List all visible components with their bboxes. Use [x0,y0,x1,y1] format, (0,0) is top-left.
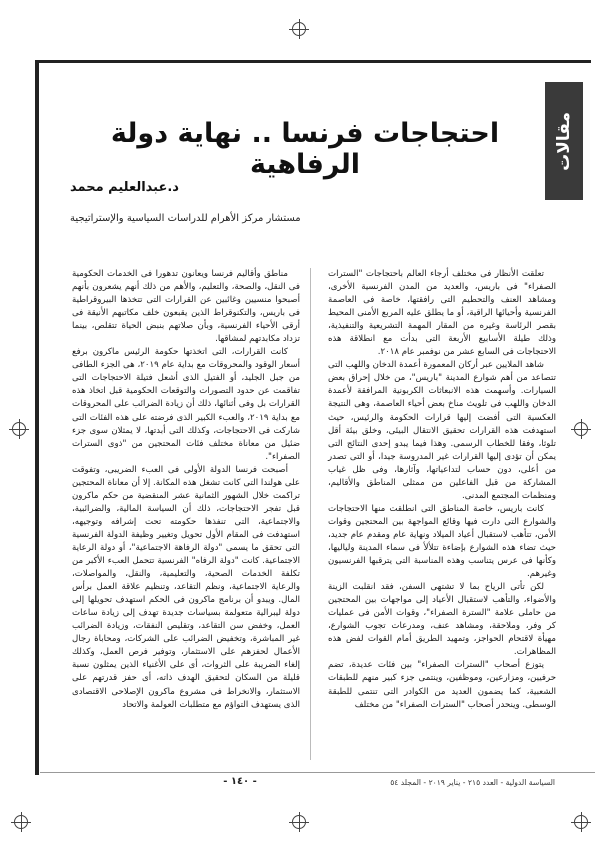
paragraph: أصبحت فرنسا الدولة الأولى فى العبء الضريبى، وتفوقت على هولندا التى كانت تشغل هذه المكانة. إلا أن معاناة المحتجين تراكمت خلال الشهور الثمانية عشر المنقضية من حكم ماكرون قبل تفجر الاحتجاجات، ذلك أن السياسة المالية، والضرائبية، والاجتماعية، التى تنفذها حكومته تحت إشرافه وتوجيهه، استهدفت فى المقام الأول تحويل وتغيير وظيفة الدولة الفرنسية التى تحقق ما يسمى "دولة الرفاهة الاجتماعية"، أو دولة الرعاية الاجتماعية. كانت "دولة الرفاه" الفرنسية تتحمل العبء الأكبر من تكلفة الخدمات الصحية، والتعليمية، والنقل، والمواصلات، والرعاية الاجتماعية، ونظم التقاعد، وتنظيم علاقة العمل برأس المال. ويبدو أن برنامج ماكرون فى الحكم استهدف تحويلها إلى دولة ليبرالية متعولمة بسياسات جديدة تهدف إلى زيادة ساعات العمل، وخفض سن التقاعد، وتقليص النفقات، وزيادة الضرائب غير المباشرة، وتخفيض الضرائب على الشركات، ومحاباة رجال الأعمال لحفزهم على الاستثمار، وتوفير فرص العمل، وكذلك إلغاء الضريبة على الثروات، أى على الأغنياء الذين يمثلون نسبة قليلة من السكان لتحقيق الهدف ذاته، أى حفز قدرتهم على الاستثمار، والانخراط فى مشروع ماكرون الإصلاحى الاقتصادى الذى يستهدف التواؤم مع متطلبات العولمة والاتحاد [72,464,300,710]
footer-rule [40,772,595,773]
article-author: د.عبدالعليم محمد [70,180,179,195]
paragraph: مناطق وأقاليم فرنسا ويعانون تدهورا فى الخدمات الحكومية فى النقل، والصحة، والتعليم، والأهم من ذلك أنهم يشعرون بأنهم أصبحوا منسيين وغائبين عن القرارات التى تتخذها البيروقراطية فى باريس، والتكنوقراط الذين يقبعون خلف مكاتبهم الأنيقة فى أرقى الأحياء الفرنسية، وبأن صلاتهم بنبض الحياة تتقلص، بينما تزداد مكابدتهم لمشاقها. [72,269,300,345]
registration-mark-bottom-right [574,815,588,829]
page-number: - ١٤٠ - [223,776,257,787]
article-column-left [72,268,300,760]
paragraph: لكن تأتى الرياح بما لا تشتهى السفن، فقد انقلبت الزينة والأضواء، والتأهب لاستقبال الأعياد إلى مواجهات بين المحتجين من حاملى علامة "السترة الصفراء"، وقوات الأمن فى عمليات كر وفر، وملاحقة، ومشاهد عنف، ومدرعات تجوب الشوارع، مهيأة لاقتحام الحواجز، وتمهيد الطريق أمام القوات لفض هذه المظاهرات. [328,582,556,658]
section-tab [545,82,583,200]
registration-mark-left [12,422,26,436]
frame-top-border [35,60,591,63]
registration-mark-top [292,22,306,36]
author-affiliation: مستشار مركز الأهرام للدراسات السياسية والإستراتيجية [70,213,301,224]
paragraph: تعلقت الأنظار فى مختلف أرجاء العالم باحتجاجات "السترات الصفراء" فى باريس، والعديد من المدن الفرنسية الأخرى، ومشاهد العنف والتحطيم التى رافقتها، خاصة فى العاصمة الفرنسية وأحيائها الراقية، أو ما يطلق عليه المربع الأمنى المحيط بقصر الرئاسة وغيره من المقار المهمة التشريعية والتنفيذية، وذلك طيلة الأسابيع الأربعة التى بدأت مع انطلاقة هذه الاحتجاجات فى السابع عشر من نوفمبر عام ٢٠١٨. [328,269,556,358]
registration-mark-bottom-center [292,815,306,829]
article-column-right [328,268,556,764]
paragraph: يتوزع أصحاب "السترات الصفراء" بين فئات عديدة، تضم حرفيين، ومزارعين، وموظفين، وينتمى جزء كبير منهم للطبقات الشعبية، كما يضمون العديد من الكوادر التى تنتمى للطبقة الوسطى. وينحدر أصحاب "السترات الصفراء" من مختلف [328,660,556,710]
column-divider [310,268,311,760]
paragraph: كانت القرارات، التى اتخذتها حكومة الرئيس ماكرون برفع أسعار الوقود والمحروقات مع بداية عام ٢٠١٩، هى الجزء الطافى من جبل الجليد، أو الفتيل الذى أشعل فتيلة الاحتجاجات التى تفاقمت عن حدود التصورات والتوقعات الحكومية قبل اتخاذ هذه القرارات بل وفى أثنائها، ذلك أن زيادة الضرائب على المحروقات مع بداية ٢٠١٩، والعبء الكبير الذى فرضته على هذه الفئات التى شاركت فى الاحتجاجات، وكذلك التى أبدتها، لا يمثلان سوى جزء ضئيل من معاناة مختلف فئات المحتجين من "ذوى السترات الصفراء". [72,347,300,462]
article-title: احتجاجات فرنسا .. نهاية دولة الرفاهية [110,118,500,180]
journal-info: السياسة الدولية - العدد ٢١٥ - يناير ٢٠١٩ - المجلد ٥٤ [390,778,555,787]
frame-left-border [35,60,39,775]
section-label: مقالات [554,111,574,171]
paragraph: شاهد الملايين عبر أركان المعمورة أعمدة الدخان واللهب التى تتصاعد من أهم شوارع المدينة "باريس"، من خلال إحراق بعض السيارات. وأسهمت هذه الانبعاثات الكربونية المرافقة لأعمدة الدخان واللهب فى تلويث مناخ بعض أحياء العاصمة، وهى النتيجة العكسية التى أفضت إليها قرارات الحكومة والرئيس، حيث استهدفت هذه القرارات تحقيق الانتقال البيئى، وخلق بيئة أقل تلوثا، وفقا للخطاب الرسمى. وهذا فيما يبدو إحدى النتائج التى يمكن أن تؤدى إليها القرارات غير المدروسة جيدا، أو التى تصدر من أعلى، دون حساب لتداعياتها، وآثارها، وفى ظل غياب المشاركة من قبل الفاعلين من ممثلى المناطق والأقاليم، ومنظمات المجتمع المدنى. [328,360,556,501]
registration-mark-bottom-left [14,815,28,829]
paragraph: كانت باريس، خاصة المناطق التى انطلقت منها الاحتجاجات والشوارع التى دارت فيها وقائع المواجهة بين المحتجين وقوات الأمن، تتأهب لاستقبال أعياد الميلاد ونهاية عام ومقدم عام جديد، حيث تضاء هذه الشوارع بإضاءة تتلألأ فى سماء المدينة ولياليها، وكأنها فى عرس يتناسب وهذه المناسبة التى يترقبها الفرنسيون وغيرهم. [328,503,556,580]
